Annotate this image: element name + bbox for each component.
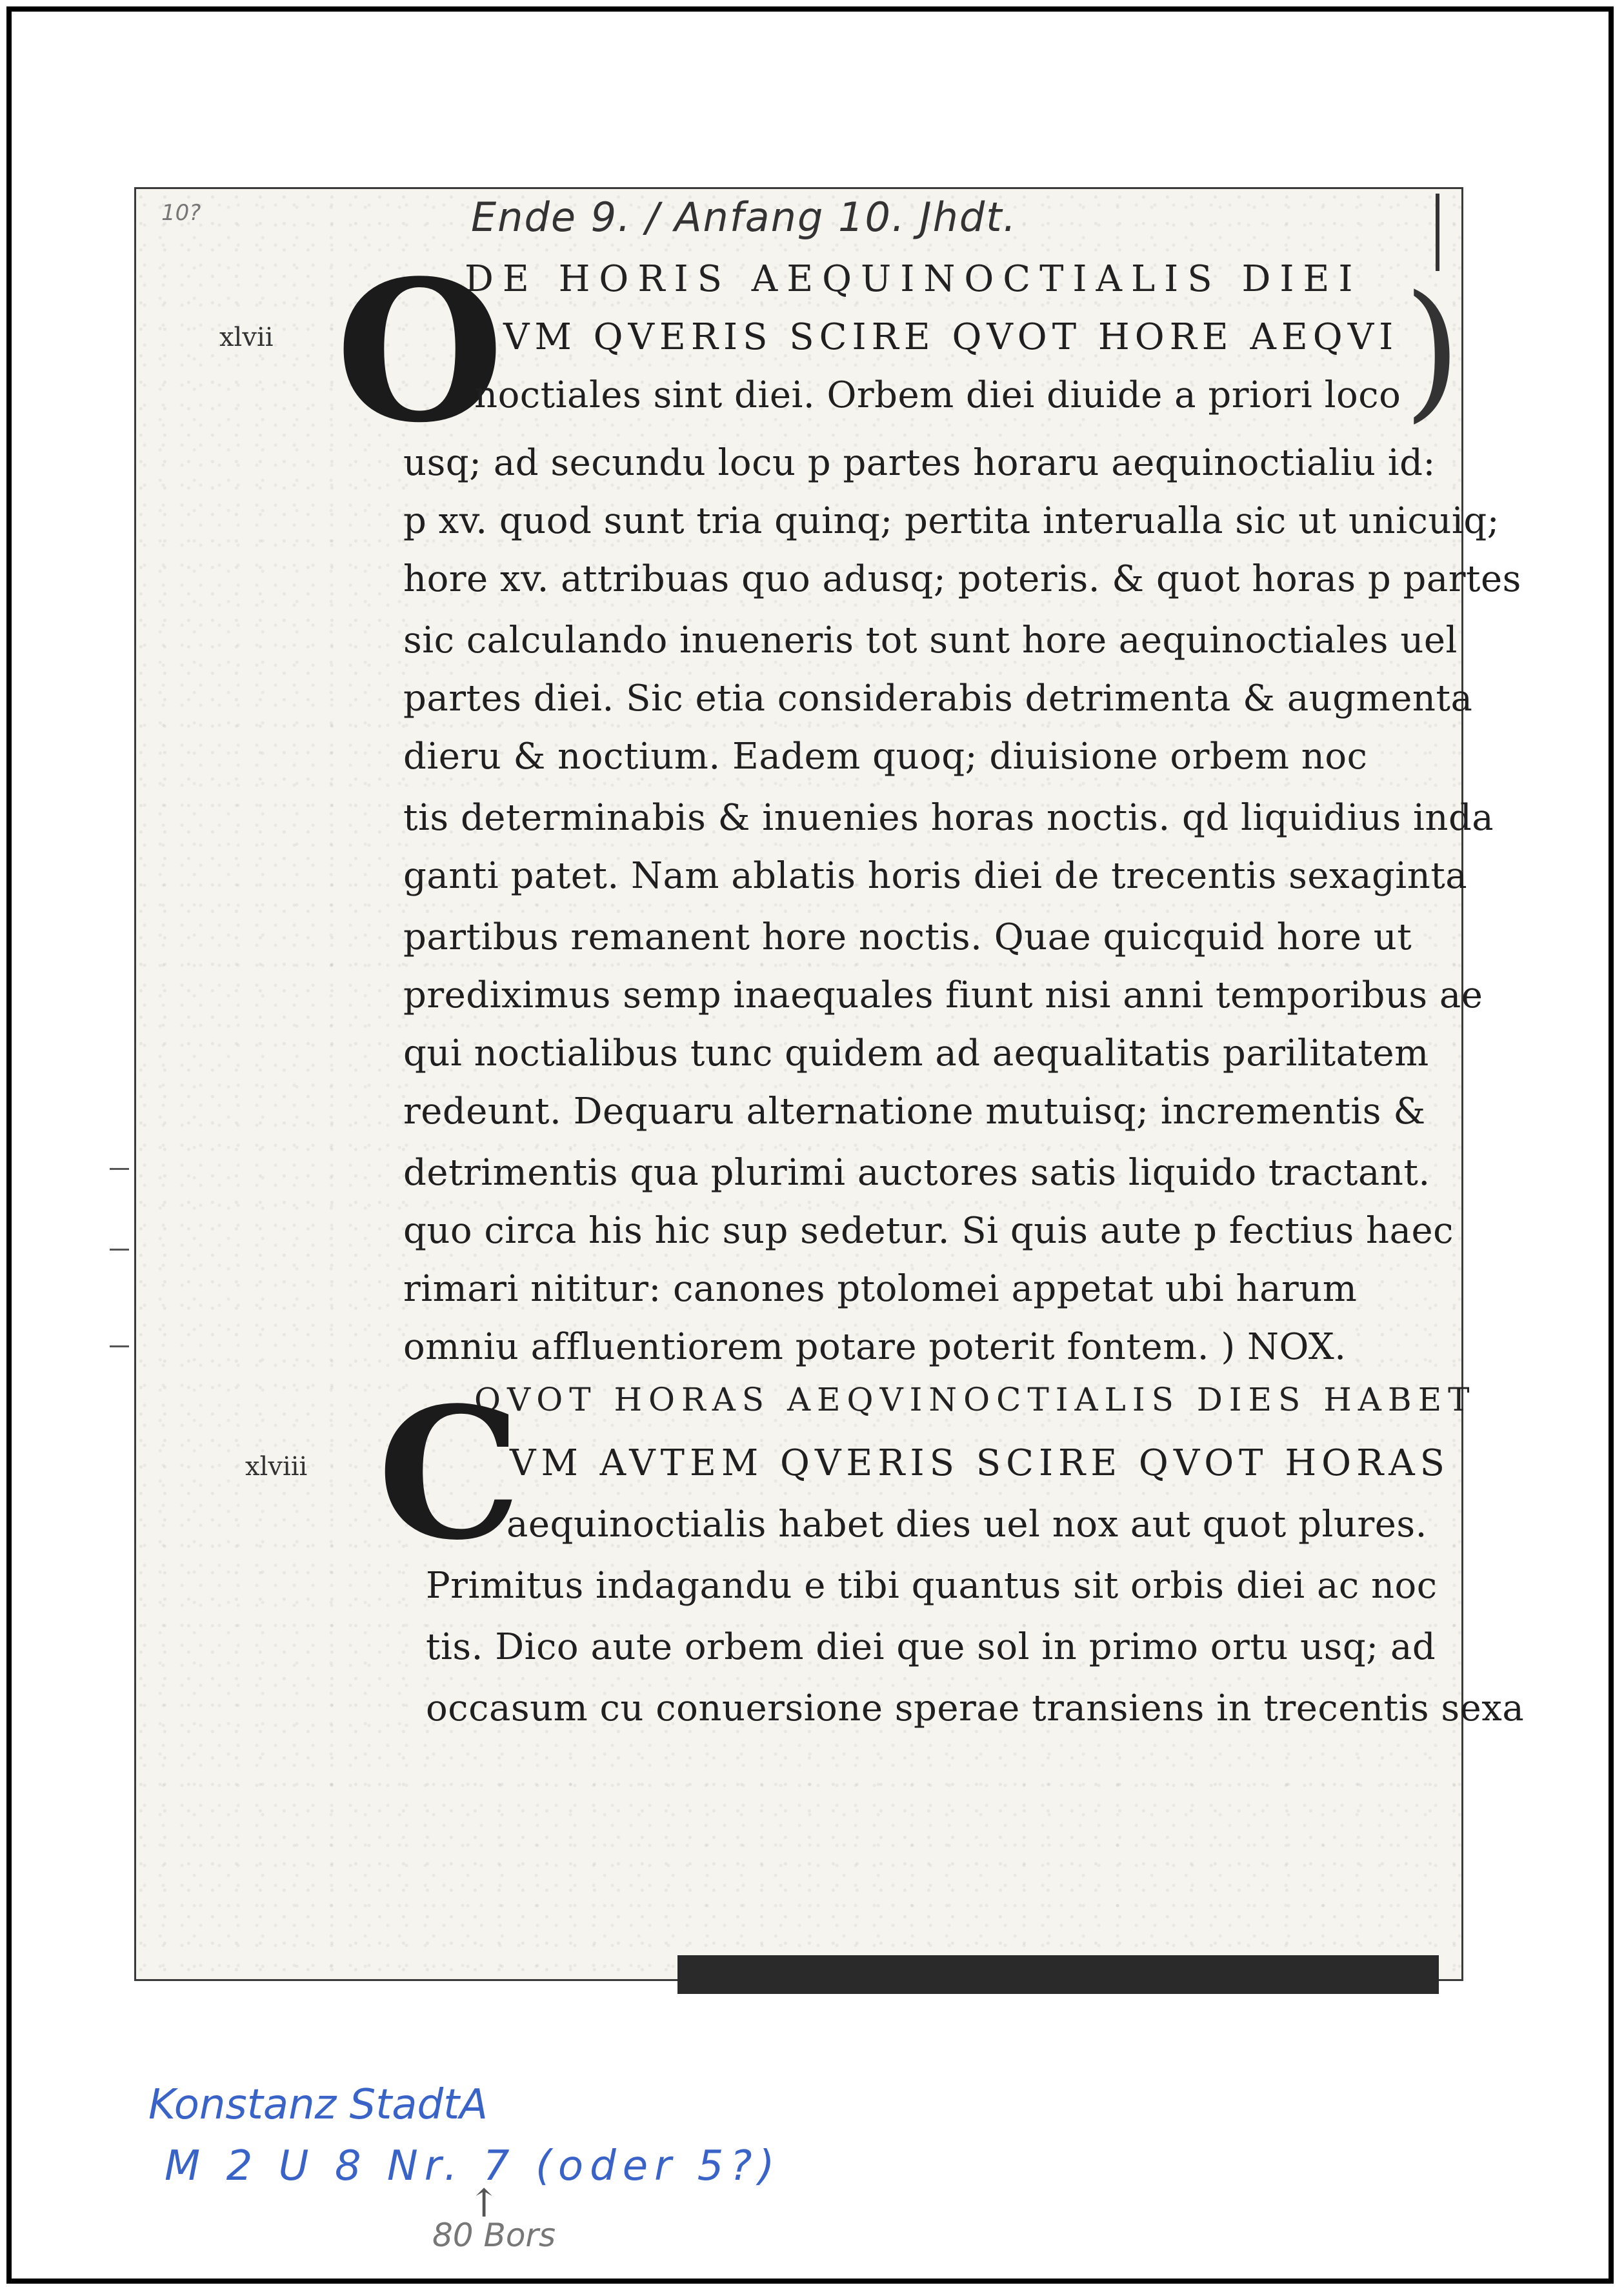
text-line: tis. Dico aute orbem diei que sol in primo ortu usq; ad bbox=[426, 1626, 1436, 1668]
text-line: VM AVTEM QVERIS SCIRE QVOT HORAS bbox=[510, 1442, 1450, 1484]
archive-signature-note: M 2 U 8 Nr. 7 (oder 5?) bbox=[165, 2142, 781, 2190]
text-line: tis determinabis & inuenies horas noctis. qd liquidius inda bbox=[403, 797, 1494, 839]
text-line: Primitus indagandu e tibi quantus sit orbis diei ac noc bbox=[426, 1565, 1438, 1607]
text-line: sic calculando inueneris tot sunt hore aequinoctiales uel bbox=[403, 619, 1458, 661]
decorated-initial: O bbox=[336, 237, 505, 465]
text-line: omniu affluentiorem potare poterit fontem. ) NOX. bbox=[403, 1326, 1347, 1368]
text-line: noctiales sint diei. Orbem diei diuide a priori loco bbox=[474, 374, 1401, 416]
chapter-rubric: DE HORIS AEQUINOCTIALIS DIEI bbox=[465, 258, 1362, 300]
margin-tick bbox=[110, 1249, 129, 1251]
chapter-number: xlviii bbox=[245, 1452, 308, 1482]
text-line: rimari nititur: canones ptolomei appetat ubi harum bbox=[403, 1268, 1358, 1310]
text-line: redeunt. Dequaru alternatione mutuisq; incrementis & bbox=[403, 1091, 1426, 1132]
arrow-up-icon: ↑ bbox=[468, 2181, 501, 2226]
text-line: p xv. quod sunt tria quinq; pertita interualla sic ut unicuiq; bbox=[403, 500, 1500, 542]
text-line: occasum cu conuersione sperae transiens in trecentis sexa bbox=[426, 1687, 1525, 1729]
text-line: quo circa his hic sup sedetur. Si quis aute p fectius haec bbox=[403, 1210, 1454, 1252]
text-line: ganti patet. Nam ablatis horis diei de trecentis sexaginta bbox=[403, 855, 1468, 897]
text-line: qui noctialibus tunc quidem ad aequalitatis parilitatem bbox=[403, 1032, 1429, 1074]
text-line: VM QVERIS SCIRE QVOT HORE AEQVI bbox=[503, 316, 1399, 358]
dating-annotation: Ende 9. / Anfang 10. Jhdt. bbox=[471, 194, 1018, 241]
closing-bracket: ) bbox=[1403, 265, 1461, 437]
text-line: hore xv. attribuas quo adusq; poteris. & quot horas p partes bbox=[403, 558, 1521, 600]
text-line: prediximus semp inaequales fiunt nisi anni temporibus ae bbox=[403, 974, 1483, 1016]
decorated-initial: C bbox=[377, 1368, 521, 1580]
leaf-shadow-edge bbox=[677, 1955, 1439, 1994]
corner-annotation: 10? bbox=[161, 200, 201, 226]
chapter-number: xlvii bbox=[219, 323, 274, 352]
text-line: detrimentis qua plurimi auctores satis liquido tractant. bbox=[403, 1152, 1430, 1194]
text-line: partibus remanent hore noctis. Quae quicquid hore ut bbox=[403, 916, 1412, 958]
text-line: dieru & noctium. Eadem quoq; diuisione orbem noc bbox=[403, 736, 1368, 778]
text-line: aequinoctialis habet dies uel nox aut quot plures. bbox=[506, 1504, 1427, 1545]
text-line: usq; ad secundu locu p partes horaru aequinoctialiu id: bbox=[403, 442, 1436, 484]
chapter-rubric: QVOT HORAS AEQVINOCTIALIS DIES HABET bbox=[474, 1381, 1476, 1418]
text-line: partes diei. Sic etia considerabis detrimenta & augmenta bbox=[403, 678, 1473, 719]
archive-location-note: Konstanz StadtA bbox=[148, 2081, 488, 2129]
margin-tick bbox=[110, 1345, 129, 1347]
pencil-note: 80 Bors bbox=[432, 2217, 556, 2254]
margin-tick bbox=[110, 1168, 129, 1170]
margin-bar bbox=[1436, 194, 1439, 271]
